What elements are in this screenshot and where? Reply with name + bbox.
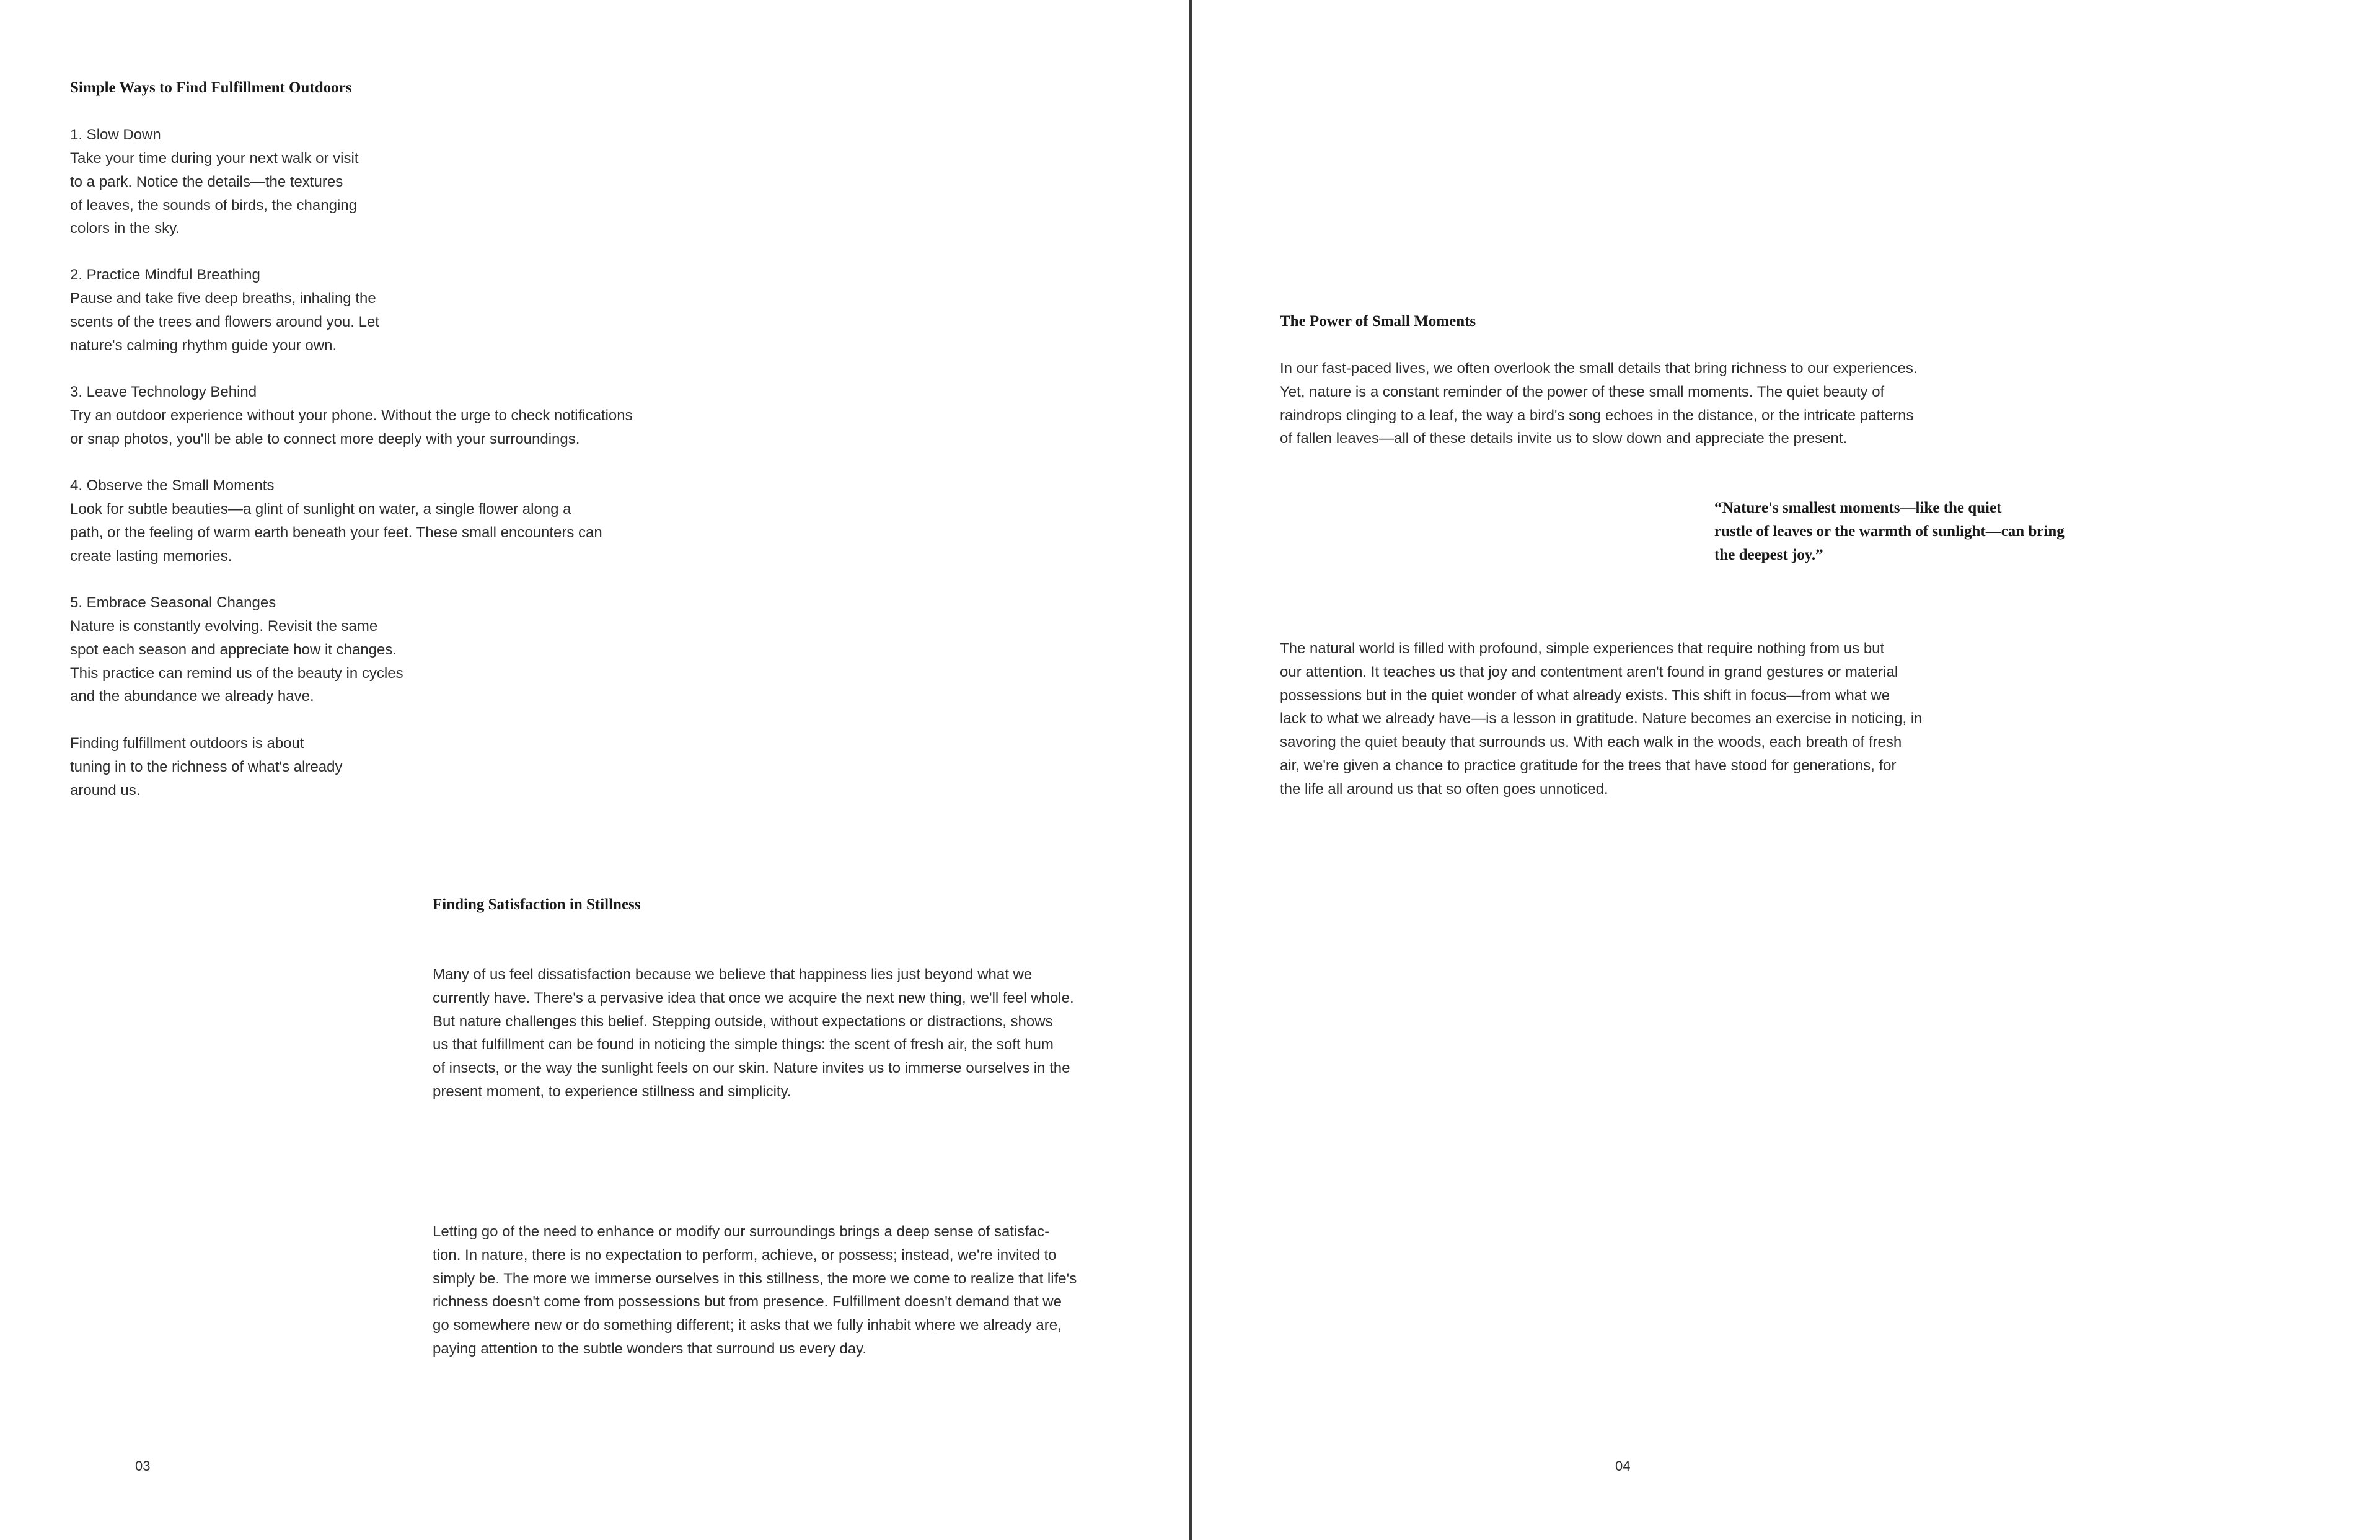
tip-heading: 3. Leave Technology Behind: [70, 384, 257, 400]
tip-heading: 4. Observe the Small Moments: [70, 477, 275, 494]
tip-heading: 5. Embrace Seasonal Changes: [70, 594, 276, 611]
page-title: The Power of Small Moments: [1280, 313, 1476, 330]
tip-body: Take your time during your next walk or visit to a park. Notice the details—the textures of leaves, the sounds of birds, the changing colors in the sky.: [70, 150, 359, 237]
tip-body: Nature is constantly evolving. Revisit the same spot each season and appreciate how it changes. This practice can remind us of the beauty in cycles and the abundance we already have.: [70, 618, 403, 705]
right-page: [1192, 0, 2380, 1540]
pull-quote: “Nature's smallest moments—like the quiet rustle of leaves or the warmth of sunlight—can bring the deepest joy.”: [1714, 499, 2065, 563]
page-number: 04: [1615, 1458, 1631, 1474]
left-page: [0, 0, 1189, 1540]
section-paragraph: Letting go of the need to enhance or modify our surroundings brings a deep sense of satisfac- tion. In nature, there is no expectation to perform, achieve, or possess; instead, we're invited to simply be. The more we immerse ourselves in this stillness, the more we come to realize that life's richness doesn't come from possessions but from presence. Fulfillment doesn't demand that we go somewhere new or do something different; it asks that we fully inhabit where we already are, paying attention to the subtle wonders that surround us every day.: [433, 1223, 1077, 1357]
tip-heading: 1. Slow Down: [70, 126, 161, 143]
section-paragraph: Many of us feel dissatisfaction because we believe that happiness lies just beyond what we currently have. There's a pervasive idea that once we acquire the next new thing, we'll feel whole. But nature challenges this belief. Stepping outside, without expectations or distractions, shows us that fulfillment can be found in noticing the simple things: the scent of fresh air, the soft hum of insects, or the way the sunlight feels on our skin. Nature invites us to immerse ourselves in the present moment, to experience stillness and simplicity.: [433, 966, 1074, 1100]
closing-paragraph: Finding fulfillment outdoors is about tuning in to the richness of what's already around us.: [70, 735, 343, 799]
page-number: 03: [135, 1458, 151, 1474]
tip-body: Look for subtle beauties—a glint of sunlight on water, a single flower along a path, or the feeling of warm earth beneath your feet. These small encounters can create lasting memories.: [70, 501, 602, 565]
tip-heading: 2. Practice Mindful Breathing: [70, 266, 260, 283]
intro-paragraph: In our fast-paced lives, we often overlook the small details that bring richness to our experiences. Yet, nature is a constant reminder of the power of these small moments. The quiet beauty of raindrops clinging to a leaf, the way a bird's song echoes in the distance, or the intricate patterns of fallen leaves—all of these details invite us to slow down and appreciate the present.: [1280, 360, 1918, 447]
body-paragraph: The natural world is filled with profound, simple experiences that require nothing from us but our attention. It teaches us that joy and contentment aren't found in grand gestures or material possessions but in the quiet wonder of what already exists. This shift in focus—from what we lack to what we already have—is a lesson in gratitude. Nature becomes an exercise in noticing, in savoring the quiet beauty that surrounds us. With each walk in the woods, each breath of fresh air, we're given a chance to practice gratitude for the trees that have stood for generations, for the life all around us that so often goes unnoticed.: [1280, 640, 1923, 798]
page-title: Simple Ways to Find Fulfillment Outdoors: [70, 79, 352, 96]
tip-body: Pause and take five deep breaths, inhaling the scents of the trees and flowers around you. Let nature's calming rhythm guide your own.: [70, 290, 379, 354]
tip-body: Try an outdoor experience without your phone. Without the urge to check notifications or snap photos, you'll be able to connect more deeply with your surroundings.: [70, 407, 633, 447]
section-title: Finding Satisfaction in Stillness: [433, 896, 641, 913]
